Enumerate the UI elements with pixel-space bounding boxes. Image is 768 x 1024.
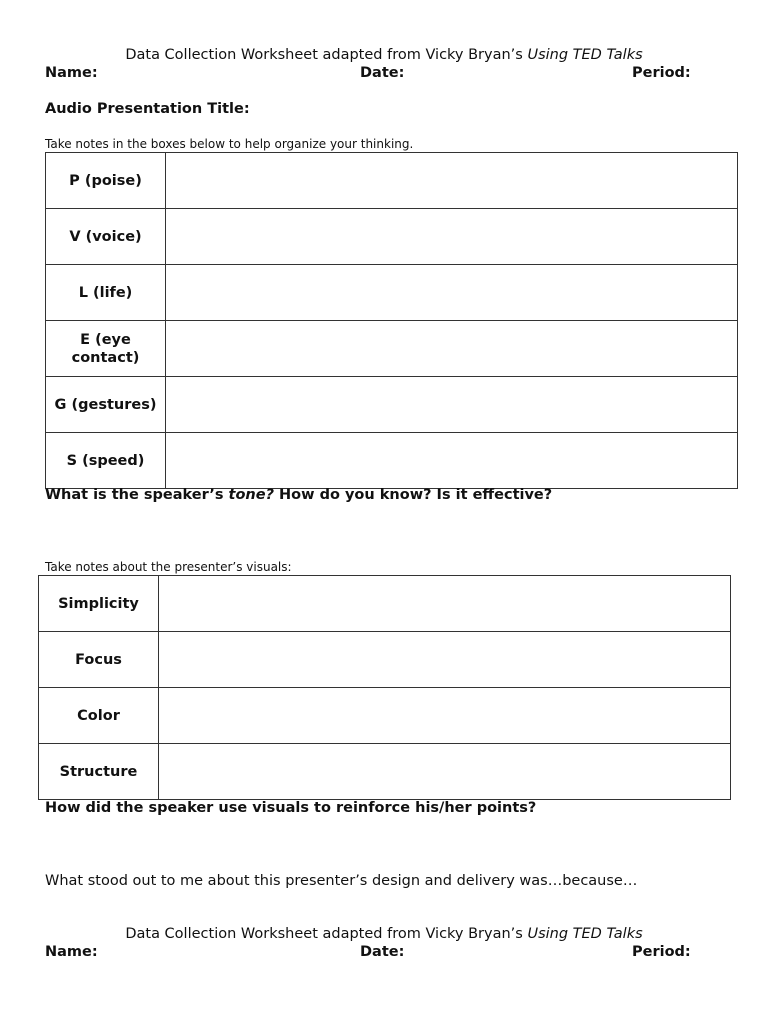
row-label-focus: Focus bbox=[39, 632, 159, 688]
notes-cell-life[interactable] bbox=[166, 265, 738, 321]
table-row bbox=[39, 576, 731, 632]
notes-cell-speed[interactable] bbox=[166, 433, 738, 489]
notes-cell-poise[interactable] bbox=[166, 153, 738, 209]
notes-cell-focus[interactable] bbox=[159, 632, 731, 688]
row-label-life: L (life) bbox=[46, 265, 166, 321]
date-label: Date: bbox=[360, 65, 405, 81]
notes-cell-voice[interactable] bbox=[166, 209, 738, 265]
notes-cell-structure[interactable] bbox=[159, 744, 731, 800]
footer-title-source: Using TED Talks bbox=[527, 926, 643, 942]
visuals-question: How did the speaker use visuals to reinforce his/her points? bbox=[45, 800, 537, 816]
notes-cell-gestures[interactable] bbox=[166, 377, 738, 433]
notes-cell-color[interactable] bbox=[159, 688, 731, 744]
row-label-structure: Structure bbox=[39, 744, 159, 800]
footer-period-label: Period: bbox=[632, 944, 691, 960]
footer-name-label: Name: bbox=[45, 944, 98, 960]
row-label-voice: V (voice) bbox=[46, 209, 166, 265]
worksheet-header-title bbox=[0, 47, 768, 63]
tone-question-before: What is the speaker’s bbox=[45, 487, 229, 503]
table-row bbox=[46, 209, 738, 265]
row-label-poise: P (poise) bbox=[46, 153, 166, 209]
name-label: Name: bbox=[45, 65, 98, 81]
tone-question bbox=[45, 487, 552, 503]
table-row bbox=[46, 433, 738, 489]
table-row bbox=[39, 688, 731, 744]
header-title-source: Using TED Talks bbox=[527, 47, 643, 63]
table-row bbox=[46, 265, 738, 321]
tone-question-after: How do you know? Is it effective? bbox=[274, 487, 553, 503]
period-label: Period: bbox=[632, 65, 691, 81]
table-row bbox=[46, 153, 738, 209]
table-row bbox=[46, 377, 738, 433]
notes-cell-eye-contact[interactable] bbox=[166, 321, 738, 377]
row-label-gestures: G (gestures) bbox=[46, 377, 166, 433]
visuals-instruction: Take notes about the presenter’s visuals: bbox=[45, 560, 292, 574]
tone-question-emphasis: tone? bbox=[228, 487, 274, 503]
table-row bbox=[46, 321, 738, 377]
row-label-color: Color bbox=[39, 688, 159, 744]
visuals-notes-table bbox=[38, 575, 731, 800]
delivery-notes-table bbox=[45, 152, 738, 489]
notes-cell-simplicity[interactable] bbox=[159, 576, 731, 632]
row-label-simplicity: Simplicity bbox=[39, 576, 159, 632]
header-title-prefix: Data Collection Worksheet adapted from Vicky Bryan’s bbox=[125, 47, 528, 63]
reflection-prompt: What stood out to me about this presenter’s design and delivery was…because… bbox=[45, 873, 638, 889]
presentation-title-label: Audio Presentation Title: bbox=[45, 101, 250, 117]
delivery-instruction: Take notes in the boxes below to help organize your thinking. bbox=[45, 137, 414, 151]
row-label-speed: S (speed) bbox=[46, 433, 166, 489]
footer-date-label: Date: bbox=[360, 944, 405, 960]
footer-title-prefix: Data Collection Worksheet adapted from Vicky Bryan’s bbox=[125, 926, 528, 942]
worksheet-footer-title bbox=[0, 926, 768, 942]
table-row bbox=[39, 632, 731, 688]
table-row bbox=[39, 744, 731, 800]
row-label-eye-contact: E (eye contact) bbox=[46, 321, 166, 377]
